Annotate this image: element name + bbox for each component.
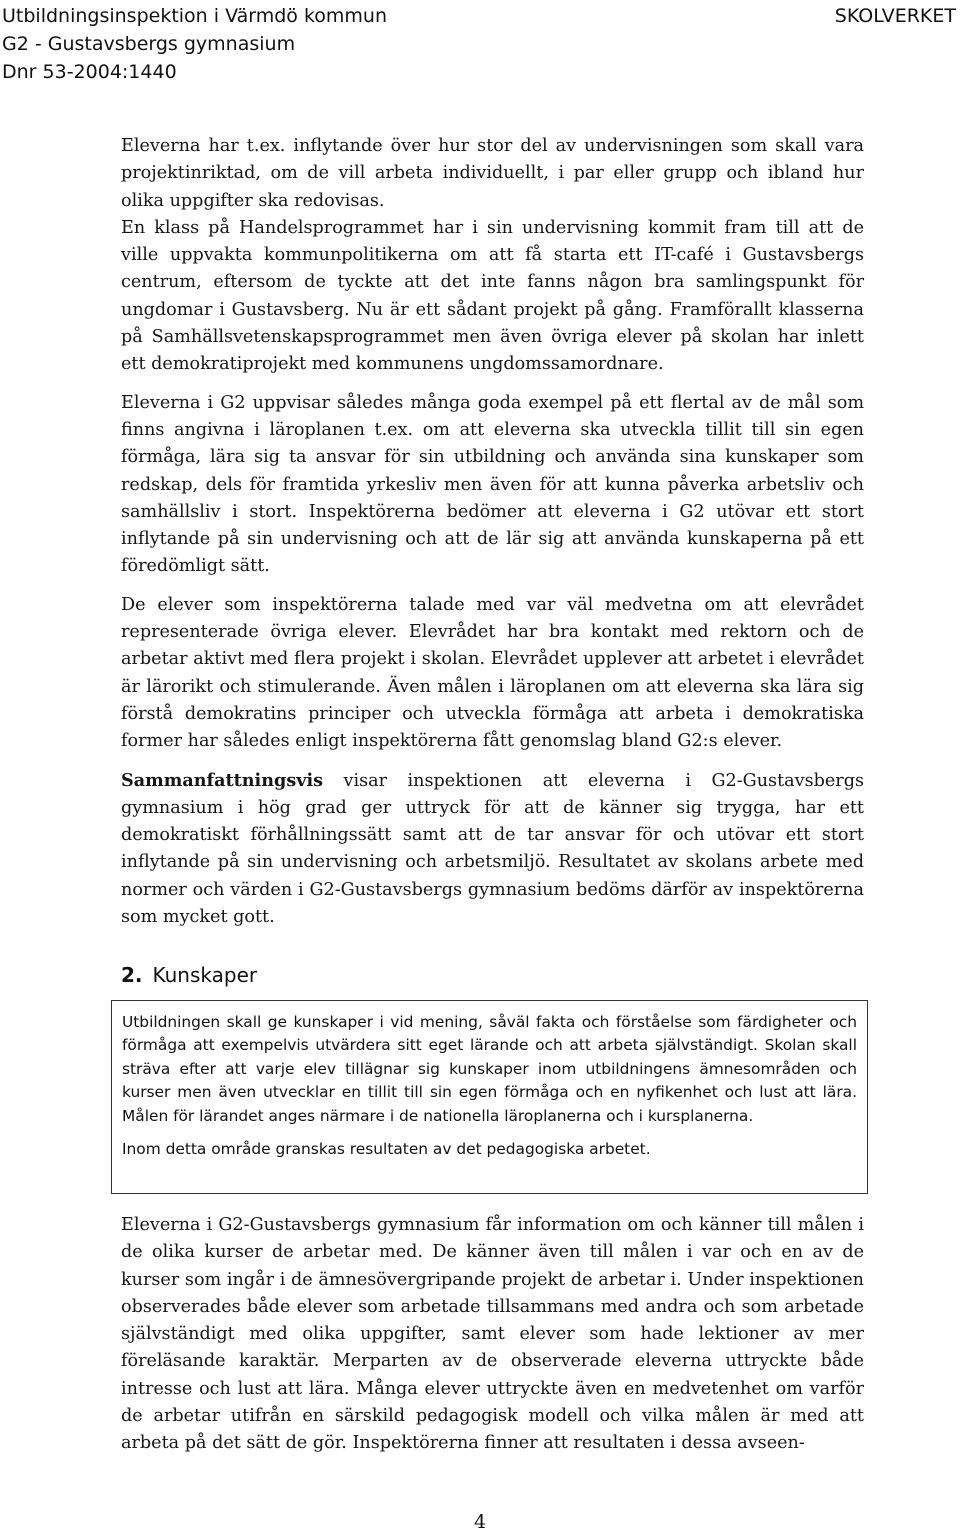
paragraph-it-cafe: En klass på Handelsprogrammet har i sin undervisning kommit fram till att de ville uppvakta kommunpolitikerna om att få starta ett IT-café i Gustavsbergs centrum, eftersom de tyckte att det inte fanns någon bra samlingspunkt för ungdomar i Gustavsberg. Nu är ett sådant projekt på gång. Framförallt klasserna på Samhällsvetenskapsprogrammet men även övriga elever på skolan har inlett ett demokratiprojekt med kommunens ungdomssamordnare. [121,217,864,375]
header-registration-number: Dnr 53-2004:1440 [2,61,177,83]
header-school-name: G2 - Gustavsbergs gymnasium [2,33,296,55]
goal-box [111,1000,868,1194]
goal-box-text: Utbildningen skall ge kunskaper i vid mening, såväl fakta och förståelse som färdigheter och förmåga att exempelvis utvärdera sitt eget lärande och att arbeta självständigt. Skolan skall sträva efter att varje elev tillägnar sig kunskaper inom utbildningens ämnesområden och kurser men även utvecklar en tillit till sin egen förmåga och en nyfikenhet och lust att lära. Målen för lärandet anges närmare i de nationella läroplanerna och i kursplanerna. [122,1013,857,1125]
paragraph-goals-examples: Eleverna i G2 uppvisar således många goda exempel på ett flertal av de mål som finns angivna i läroplanen t.ex. om att eleverna ska utveckla tillit till sin egen förmåga, lära sig ta ansvar för sin utbildning och använda sina kunskaper som redskap, dels för framtida yrkesliv men även för att kunna påverka arbetsliv och samhällsliv i stort. Inspektörerna bedömer att eleverna i G2 utövar ett stort inflytande på sin undervisning och att de lär sig att använda kunskaperna på ett föredömligt sätt. [121,392,864,577]
header-organization: SKOLVERKET [834,5,956,27]
page-number: 4 [473,1511,487,1533]
summary-text: visar inspektionen att eleverna i G2-Gustavsbergs gymnasium i hög grad ger uttryck för att de känner sig trygga, har ett demokratiskt förhållningssätt samt att de tar ansvar för och utövar ett stort inflytande på sin undervisning och arbetsmiljö. Resultatet av skolans arbete med normer och värden i G2-Gustavsbergs gymnasium bedöms därför av inspektörerna som mycket gott. [121,770,864,928]
summary-lead: Sammanfattningsvis [121,769,324,791]
main-text-top [121,133,864,942]
document-header [2,2,387,86]
paragraph-summary [121,767,864,932]
header-inspection-title: Utbildningsinspektion i Värmdö kommun [2,5,388,27]
goal-box-scope: Inom detta område granskas resultaten av det pedagogiska arbetet. [122,1140,651,1159]
paragraph-influence: Eleverna har t.ex. inflytande över hur stor del av undervisningen som skall vara projektinriktad, om de vill arbeta individuellt, i par eller grupp och ibland hur olika uppgifter ska redovisas. [121,136,864,211]
section-heading [121,960,257,990]
paragraph-knowledge-goals: Eleverna i G2-Gustavsbergs gymnasium får information om och känner till målen i de olika kurser de arbetar med. De känner även till målen i var och en av de kurser som ingår i de ämnesövergripande projekt de arbetar i. Under inspektionen observerades både elever som arbetade tillsammans med andra och som arbetade självständigt med olika uppgifter, samt elever som hade lektioner av mer föreläsande karaktär. Merparten av de observerade eleverna uttryckte både intresse och lust att lära. Många elever uttryckte även en medvetenhet om varför de arbetar utifrån en särskild pedagogisk modell och vilka målen är med att arbeta på det sätt de gör. Inspektörerna finner att resultaten i dessa avseen- [121,1215,864,1454]
section-title: Kunskaper [152,963,258,987]
main-text-bottom [121,1212,864,1458]
paragraph-student-council: De elever som inspektörerna talade med var väl medvetna om att elevrådet representerade övriga elever. Elevrådet har bra kontakt med rektorn och de arbetar aktivt med flera projekt i skolan. Elevrådet upplever att arbetet i elevrådet är lärorikt och stimulerande. Även målen i läroplanen om att eleverna ska lära sig förstå demokratins principer och utveckla förmåga att arbeta i demokratiska former har således enligt inspektörerna fått genomslag bland G2:s elever. [121,594,864,752]
section-number: 2. [121,963,143,987]
